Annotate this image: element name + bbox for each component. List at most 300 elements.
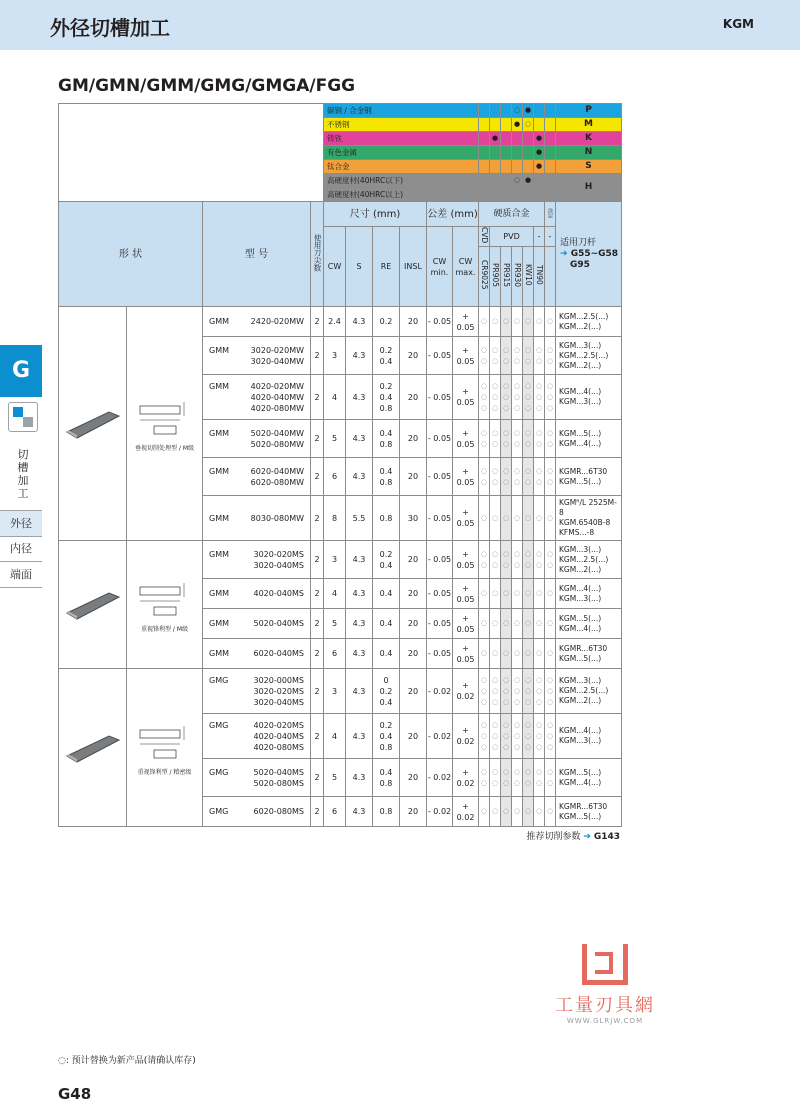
s-value: 4.3	[346, 797, 373, 827]
holder-item[interactable]: KGM...2.5(...)	[559, 350, 609, 360]
s-value: 4.3	[346, 307, 373, 337]
cwmax-value: + 0.05	[453, 609, 479, 639]
model-number[interactable]: 3020-040MW	[250, 356, 304, 366]
material-label: 碳钢 / 合金钢	[324, 104, 479, 118]
holder-item[interactable]: KGM...3(...)	[559, 736, 602, 746]
material-mark	[523, 160, 534, 174]
shape-caption: 重视锋利型 / M级	[140, 626, 188, 634]
material-mark	[534, 174, 545, 188]
material-mark	[534, 118, 545, 132]
page-title: 外径切槽加工	[50, 16, 170, 40]
cvd-header: CVD	[480, 227, 489, 244]
material-label: 高硬度材(40HRC以上)	[324, 188, 479, 202]
grade-header: 硬质合金	[479, 202, 545, 227]
availability-mark: ◌ ◌ ◌	[512, 714, 523, 759]
watermark-logo	[540, 944, 670, 1025]
corners-value: 2	[311, 496, 324, 541]
cw-value: 3	[324, 541, 346, 579]
availability-mark: ◌ ◌	[523, 541, 534, 579]
holder-item[interactable]: KGM...2(...)	[559, 360, 602, 370]
availability-mark: ◌ ◌	[501, 458, 512, 496]
availability-mark: ◌	[545, 609, 556, 639]
model-number[interactable]: 3020-040MS	[253, 560, 304, 570]
cwmin-value: - 0.05	[427, 496, 453, 541]
holder-item[interactable]: KGM...2(...)	[559, 564, 602, 574]
table-row[interactable]	[59, 541, 622, 579]
availability-mark: ◌	[479, 609, 490, 639]
availability-mark: ◌	[545, 579, 556, 609]
availability-mark: ◌ ◌ ◌	[545, 669, 556, 714]
material-mark: ◌	[523, 118, 534, 132]
material-mark: ●	[512, 118, 523, 132]
availability-mark: ◌	[523, 639, 534, 669]
holder-item[interactable]: KGM...2(...)	[559, 696, 602, 706]
availability-mark: ◌	[512, 609, 523, 639]
availability-mark: ◌ ◌ ◌	[534, 375, 545, 420]
holder-item[interactable]: KFMS...-8	[559, 528, 595, 538]
availability-mark: ◌	[545, 496, 556, 541]
holder-item[interactable]: KGM...3(...)	[559, 593, 602, 603]
availability-mark: ◌ ◌	[534, 337, 545, 375]
model-number[interactable]: 5020-080MS	[253, 778, 304, 788]
holder-item[interactable]: KGM...3(...)	[559, 544, 602, 554]
availability-mark: ◌	[534, 579, 545, 609]
availability-mark: ◌ ◌	[490, 458, 501, 496]
model-number[interactable]: 4020-080MW	[250, 403, 304, 413]
shape-caption: 垂视切削处理型 / M级	[134, 445, 194, 453]
re-value: 0.4	[379, 560, 393, 570]
model-number[interactable]: 4020-020MS	[253, 720, 304, 730]
re-value: 0.4	[379, 731, 393, 741]
material-mark	[490, 146, 501, 160]
holder-item[interactable]: KGM...5(...)	[559, 476, 602, 486]
availability-mark: ◌	[545, 639, 556, 669]
holder-item[interactable]: KGM...3(...)	[559, 397, 602, 407]
cwmin-value: - 0.05	[427, 541, 453, 579]
re-value: 0.4	[379, 697, 393, 707]
availability-mark: ◌ ◌ ◌	[490, 669, 501, 714]
availability-mark: ◌ ◌ ◌	[501, 669, 512, 714]
material-label: 不锈钢	[324, 118, 479, 132]
s-value: 4.3	[346, 579, 373, 609]
model-number[interactable]: 4020-040MS	[253, 731, 304, 741]
s-value: 4.3	[346, 759, 373, 797]
cw-value: 3	[324, 669, 346, 714]
re-value: 0.8	[379, 477, 393, 487]
availability-mark: ◌ ◌	[501, 420, 512, 458]
availability-mark: ◌	[501, 307, 512, 337]
model-header: 型 号	[203, 202, 311, 307]
re-value: 0.2	[379, 549, 393, 559]
holder-item[interactable]: KGM...2.5(...)	[559, 686, 609, 696]
tab-face[interactable]: 端面	[0, 562, 42, 588]
availability-mark: ◌ ◌	[545, 420, 556, 458]
s-value: 4.3	[346, 714, 373, 759]
availability-mark: ◌ ◌ ◌	[523, 714, 534, 759]
availability-mark: ◌	[490, 609, 501, 639]
material-mark	[501, 118, 512, 132]
availability-mark: ◌	[501, 609, 512, 639]
corners-header: 使用刀尖数	[313, 233, 322, 272]
availability-mark: ◌	[479, 307, 490, 337]
holder-ref[interactable]: G55~G58	[570, 248, 619, 259]
model-number[interactable]: 6020-080MS	[253, 807, 304, 817]
holder-item[interactable]: KGMᴿ/L 2525M-8	[559, 498, 617, 518]
availability-mark: ◌ ◌	[512, 541, 523, 579]
material-mark	[534, 188, 545, 202]
availability-mark: ◌ ◌ ◌	[534, 669, 545, 714]
availability-mark: ◌	[523, 609, 534, 639]
availability-mark: ◌ ◌	[534, 541, 545, 579]
holder-item[interactable]: KGM...4(...)	[559, 387, 602, 397]
material-mark	[523, 146, 534, 160]
pvd-header: PVD	[490, 227, 534, 247]
re-value: 0	[383, 675, 389, 685]
cw-value: 5	[324, 759, 346, 797]
availability-mark: ◌	[523, 307, 534, 337]
availability-mark: ◌	[534, 307, 545, 337]
watermark-url: WWW.GLRJW.COM	[566, 1017, 644, 1025]
holder-item[interactable]: KGM.6540B-8	[559, 518, 611, 528]
cw-value: 3	[324, 337, 346, 375]
material-mark	[479, 132, 490, 146]
holder-item[interactable]: KGM...4(...)	[559, 726, 602, 736]
model-number[interactable]: 3020-020MS	[253, 549, 304, 559]
availability-mark: ◌	[512, 639, 523, 669]
material-mark: ●	[534, 146, 545, 160]
availability-mark: ◌	[490, 496, 501, 541]
holder-ref-2[interactable]: G95	[570, 259, 590, 270]
insert-type: GMM	[209, 549, 230, 559]
s-value: 4.3	[346, 420, 373, 458]
table-row[interactable]	[59, 307, 622, 337]
cutting-params-ref[interactable]	[527, 829, 621, 842]
cwmax-value: + 0.05	[453, 496, 479, 541]
model-number[interactable]: 3020-000MS	[253, 675, 304, 685]
cwmax-value: + 0.05	[453, 541, 479, 579]
availability-mark: ◌ ◌ ◌	[490, 375, 501, 420]
re-value: 0.4	[379, 767, 393, 777]
size-header: 尺寸 (mm)	[324, 202, 427, 227]
corners-value: 2	[311, 759, 324, 797]
availability-mark: ◌ ◌	[479, 420, 490, 458]
material-letter: S	[556, 160, 622, 174]
cw-value: 4	[324, 579, 346, 609]
model-number[interactable]: 3020-020MW	[250, 345, 304, 355]
material-mark	[479, 104, 490, 118]
cw-value: 5	[324, 420, 346, 458]
insl-value: 20	[400, 307, 427, 337]
availability-mark: ◌	[501, 797, 512, 827]
re-value: 0.4	[379, 466, 393, 476]
availability-mark: ◌ ◌	[545, 458, 556, 496]
re-value: 0.4	[379, 356, 393, 366]
insert-type: GMM	[209, 649, 230, 659]
holder-item[interactable]: KGMR...6T30	[559, 466, 608, 476]
insl-value: 20	[400, 639, 427, 669]
cw-header: CW	[324, 227, 346, 307]
holder-header: 适用刀杆	[560, 237, 597, 248]
holder-item[interactable]: KGM...5(...)	[559, 767, 602, 777]
re-value: 0.2	[379, 317, 393, 327]
model-number[interactable]: 5020-040MS	[253, 767, 304, 777]
cwmin-value: - 0.05	[427, 420, 453, 458]
insl-value: 20	[400, 541, 427, 579]
availability-mark: ◌	[545, 307, 556, 337]
material-label: 高硬度材(40HRC以下)	[324, 174, 479, 188]
cw-value: 2.4	[324, 307, 346, 337]
corners-value: 2	[311, 669, 324, 714]
availability-mark: ◌ ◌	[479, 458, 490, 496]
section-vertical-label: 切槽加工	[17, 448, 29, 500]
material-mark: ●	[534, 132, 545, 146]
material-mark	[479, 174, 490, 188]
availability-mark: ◌ ◌ ◌	[523, 669, 534, 714]
insert-image	[59, 669, 127, 827]
re-value: 0.8	[379, 513, 393, 523]
corners-value: 2	[311, 420, 324, 458]
model-number[interactable]: 3020-020MS	[253, 686, 304, 696]
availability-mark: ◌	[523, 797, 534, 827]
material-mark	[534, 104, 545, 118]
availability-mark: ◌ ◌	[490, 420, 501, 458]
material-mark: ◌	[512, 174, 523, 188]
material-mark: ◌	[512, 104, 523, 118]
model-number[interactable]: 3020-040MS	[253, 697, 304, 707]
insert-type: GMG	[209, 767, 229, 777]
s-header: S	[346, 227, 373, 307]
material-row	[59, 104, 622, 118]
availability-mark: ◌	[479, 579, 490, 609]
cwmin-value: - 0.02	[427, 759, 453, 797]
cwmax-value: + 0.02	[453, 797, 479, 827]
material-mark	[545, 174, 556, 188]
re-value: 0.2	[379, 720, 393, 730]
material-mark	[490, 174, 501, 188]
material-mark	[490, 160, 501, 174]
cwmax-value: + 0.02	[453, 669, 479, 714]
cwmin-value: - 0.05	[427, 579, 453, 609]
re-value: 0.8	[379, 778, 393, 788]
grooving-icon	[8, 402, 38, 432]
cwmax-value: + 0.02	[453, 714, 479, 759]
availability-mark: ◌ ◌	[523, 759, 534, 797]
material-mark	[479, 118, 490, 132]
corners-value: 2	[311, 541, 324, 579]
availability-mark: ◌	[501, 579, 512, 609]
holder-item[interactable]: KGM...4(...)	[559, 438, 602, 448]
model-number[interactable]: 5020-080MW	[250, 439, 304, 449]
availability-mark: ◌	[490, 579, 501, 609]
re-value: 0.2	[379, 345, 393, 355]
availability-mark: ◌	[479, 639, 490, 669]
holder-item[interactable]: KGMR...6T30	[559, 801, 608, 811]
insert-type: GMM	[209, 589, 230, 599]
availability-mark: ◌	[523, 579, 534, 609]
material-mark	[479, 160, 490, 174]
material-mark	[545, 146, 556, 160]
corners-value: 2	[311, 609, 324, 639]
availability-mark: ◌	[490, 639, 501, 669]
section-tab-g[interactable]: G	[0, 345, 42, 397]
s-value: 4.3	[346, 541, 373, 579]
insl-value: 20	[400, 669, 427, 714]
page-header	[0, 0, 800, 50]
insl-value: 20	[400, 458, 427, 496]
availability-mark: ◌ ◌	[545, 541, 556, 579]
arrow-icon: ➔	[560, 248, 568, 259]
availability-mark: ◌	[501, 639, 512, 669]
availability-mark: ◌ ◌	[523, 337, 534, 375]
holder-item[interactable]: KGM...5(...)	[559, 811, 602, 821]
material-mark	[490, 188, 501, 202]
holder-item[interactable]: KGMR...6T30	[559, 643, 608, 653]
re-value: 0.4	[379, 589, 393, 599]
material-mark: ●	[490, 132, 501, 146]
availability-mark: ◌ ◌ ◌	[479, 375, 490, 420]
availability-mark: ◌	[523, 496, 534, 541]
model-number[interactable]: 6020-040MW	[250, 466, 304, 476]
holder-item[interactable]: KGM...5(...)	[559, 653, 602, 663]
material-mark: ●	[534, 160, 545, 174]
model-number[interactable]: 5020-040MS	[253, 619, 304, 629]
insl-value: 20	[400, 420, 427, 458]
cwmin-value: - 0.02	[427, 669, 453, 714]
cwmax-value: + 0.05	[453, 307, 479, 337]
grade-header: CR9025	[480, 260, 489, 290]
availability-mark: ◌ ◌	[512, 337, 523, 375]
material-mark	[545, 160, 556, 174]
material-mark	[545, 118, 556, 132]
availability-mark: ◌ ◌	[534, 759, 545, 797]
model-number[interactable]: 6020-080MW	[250, 477, 304, 487]
shape-caption: 重视锋利型 / 精密级	[137, 769, 192, 777]
insl-value: 20	[400, 579, 427, 609]
model-number[interactable]: 4020-040MS	[253, 589, 304, 599]
grade-header: KW10	[524, 264, 533, 286]
cwmax-header: CW max.	[453, 227, 479, 307]
material-letter: K	[556, 132, 622, 146]
availability-mark: ◌ ◌	[512, 458, 523, 496]
insert-type: GMM	[209, 381, 230, 391]
holder-item[interactable]: KGM...2.5(...)	[559, 311, 609, 321]
holder-item[interactable]: KGM...3(...)	[559, 340, 602, 350]
dash-header-2: -	[545, 227, 556, 247]
model-number[interactable]: 6020-040MS	[253, 649, 304, 659]
holder-item[interactable]: KGM...5(...)	[559, 428, 602, 438]
availability-mark: ◌	[512, 307, 523, 337]
availability-mark: ◌ ◌ ◌	[479, 714, 490, 759]
material-mark	[501, 160, 512, 174]
holder-item[interactable]: KGM...4(...)	[559, 623, 602, 633]
material-mark: ●	[523, 104, 534, 118]
holder-item[interactable]: KGM...3(...)	[559, 676, 602, 686]
holder-item[interactable]: KGM...4(...)	[559, 777, 602, 787]
availability-mark: ◌ ◌	[490, 759, 501, 797]
cwmin-value: - 0.02	[427, 797, 453, 827]
holder-item[interactable]: KGM...5(...)	[559, 613, 602, 623]
availability-mark: ◌ ◌	[512, 759, 523, 797]
product-code: KGM	[722, 17, 754, 31]
material-mark	[523, 188, 534, 202]
holder-item[interactable]: KGM...2.5(...)	[559, 554, 609, 564]
availability-mark: ◌	[512, 579, 523, 609]
model-number[interactable]: 4020-020MW	[250, 381, 304, 391]
insl-value: 20	[400, 609, 427, 639]
shape-header: 形 状	[59, 202, 203, 307]
availability-mark: ◌ ◌	[523, 420, 534, 458]
availability-mark: ◌	[479, 496, 490, 541]
cwmax-value: + 0.05	[453, 458, 479, 496]
availability-mark: ◌ ◌	[523, 458, 534, 496]
material-letter: H	[556, 174, 622, 202]
holder-item[interactable]: KGM...4(...)	[559, 583, 602, 593]
availability-mark: ◌ ◌ ◌	[545, 375, 556, 420]
corners-value: 2	[311, 714, 324, 759]
holder-item[interactable]: KGM...2(...)	[559, 321, 602, 331]
material-mark	[501, 188, 512, 202]
re-value: 0.4	[379, 619, 393, 629]
insert-image	[59, 307, 127, 541]
model-number[interactable]: 5020-040MW	[250, 428, 304, 438]
insert-drawing	[127, 541, 203, 669]
insl-value: 20	[400, 759, 427, 797]
cwmax-value: + 0.05	[453, 579, 479, 609]
availability-mark: ◌	[534, 639, 545, 669]
cwmin-value: - 0.05	[427, 609, 453, 639]
availability-mark: ◌	[479, 797, 490, 827]
material-mark	[490, 104, 501, 118]
tab-external[interactable]: 外径	[0, 510, 42, 537]
availability-mark: ◌ ◌	[479, 337, 490, 375]
material-mark	[512, 160, 523, 174]
corners-value: 2	[311, 639, 324, 669]
availability-mark: ◌ ◌	[479, 541, 490, 579]
tolerance-header: 公差 (mm)	[427, 202, 479, 227]
cwmax-value: + 0.02	[453, 759, 479, 797]
availability-mark: ◌ ◌ ◌	[479, 669, 490, 714]
insert-type: GMM	[209, 428, 230, 438]
material-mark	[501, 132, 512, 146]
material-mark	[545, 132, 556, 146]
material-mark	[479, 146, 490, 160]
insert-drawing	[127, 307, 203, 541]
model-number[interactable]: 8030-080MW	[250, 513, 304, 523]
re-value: 0.2	[379, 381, 393, 391]
model-number[interactable]: 4020-080MS	[253, 742, 304, 752]
availability-mark: ◌	[490, 307, 501, 337]
footnote: ◌: 预计替换为新产品(请确认库存)	[58, 1056, 196, 1066]
cw-value: 6	[324, 639, 346, 669]
insert-type: GMM	[209, 466, 230, 476]
material-mark	[512, 132, 523, 146]
insert-type: GMG	[209, 807, 229, 817]
cutting-params-label: 推荐切削参数	[526, 832, 581, 842]
table-row[interactable]	[59, 669, 622, 714]
model-number[interactable]: 4020-040MW	[250, 392, 304, 402]
s-value: 5.5	[346, 496, 373, 541]
s-value: 4.3	[346, 375, 373, 420]
availability-mark: ◌ ◌	[501, 541, 512, 579]
model-number[interactable]: 2420-020MW	[250, 317, 304, 327]
cutting-params-page[interactable]: G143	[593, 832, 620, 842]
insert-type: GMM	[209, 317, 230, 327]
insl-header: INSL	[400, 227, 427, 307]
watermark-text: 工量刃具網	[555, 995, 655, 1016]
availability-mark: ◌ ◌	[490, 541, 501, 579]
tab-internal[interactable]: 内径	[0, 536, 42, 562]
material-mark	[501, 146, 512, 160]
